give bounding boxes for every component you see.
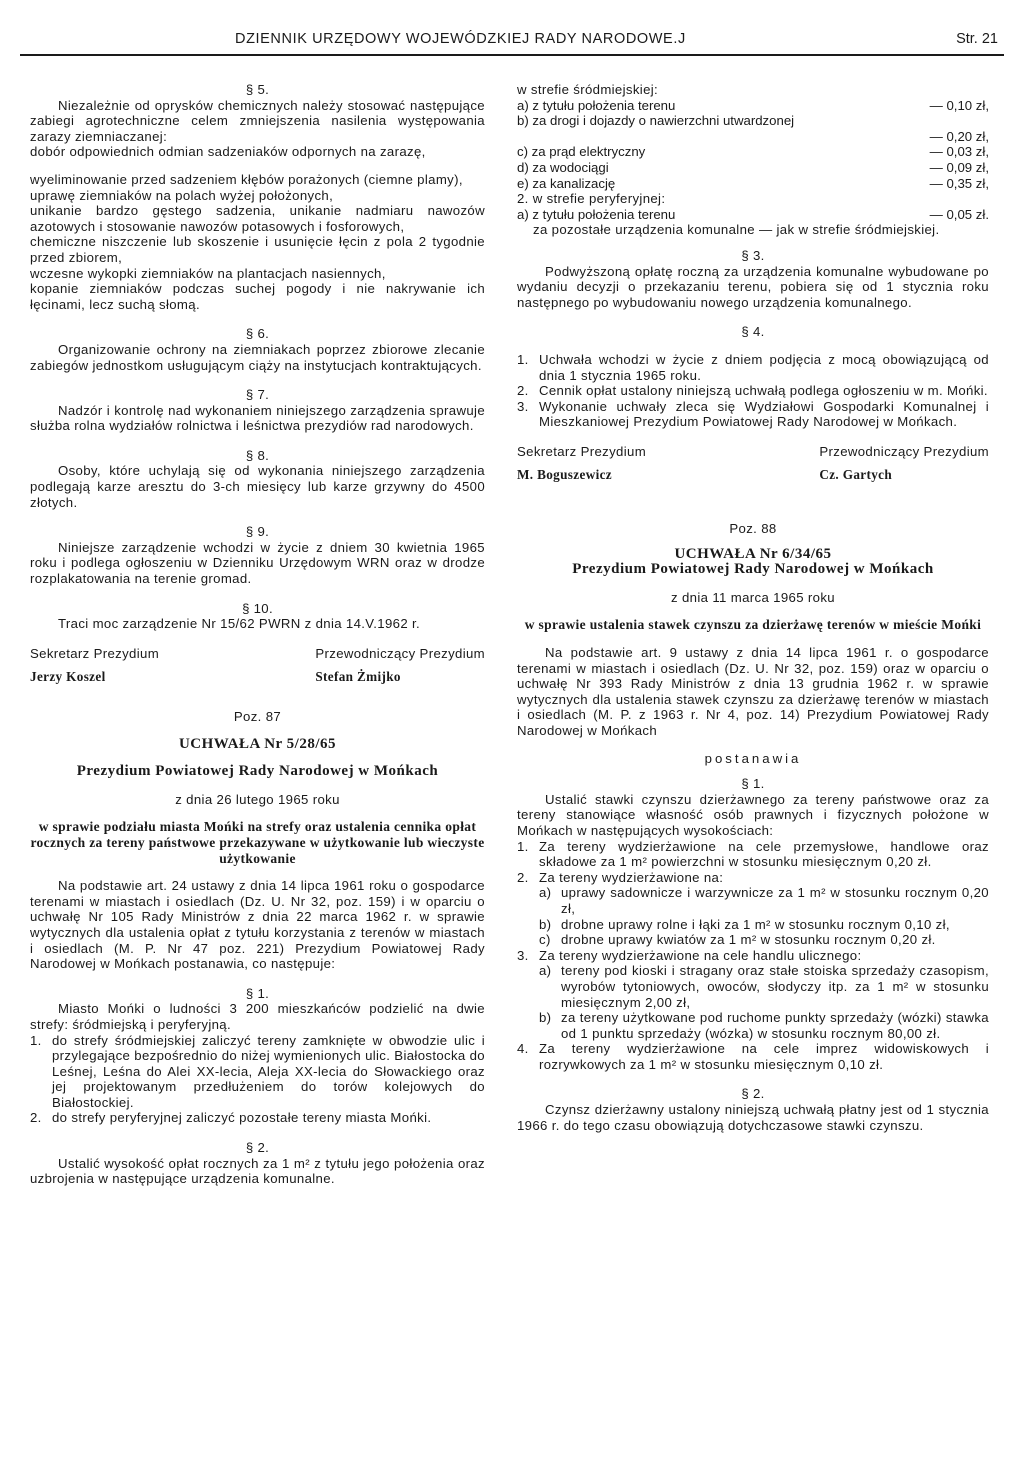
- chairman-role: Przewodniczący Prezydium: [819, 443, 989, 459]
- section-6-heading: § 6.: [245, 326, 270, 342]
- left-column: [30, 82, 485, 1187]
- section-5-item: dobór odpowiednich odmian sadzeniaków odpornych na zarazę,: [30, 144, 426, 160]
- section-5-item: chemiczne niszczenie lub skoszenie i usunięcie łęcin z pola 2 tygodnie przed zbiorem,: [30, 234, 485, 265]
- section-5-item: uprawę ziemniaków na polach wyżej położonych,: [30, 187, 334, 203]
- presidium-name: Prezydium Powiatowej Rady Narodowej w Mońkach: [76, 763, 439, 780]
- section-10-text: Traci moc zarządzenie Nr 15/62 PWRN z dnia 14.V.1962 r.: [58, 616, 421, 632]
- position-87: Poz. 87: [233, 709, 282, 724]
- legal-basis: Na podstawie art. 9 ustawy z dnia 14 lipca 1961 r. o gospodarce terenami w miastach i osiedlach (Dz. U. Nr 32, poz. 159) oraz w oparciu o uchwałę Nr 393 Rady Ministrów z dnia 13 grudnia 1962 r. w sprawie wytycznych dla ustalenia stawek czynszu za dzierżawę terenów w miastach i osiedlach (M. P. z 1963 r. Nr 4, poz. 14) Prezydium Powiatowej Rady Narodowej w Mońkach: [517, 645, 989, 738]
- section-5-item: wczesne wykopki ziemniaków na plantacjach nasiennych,: [30, 265, 386, 281]
- signatures-87: [30, 646, 485, 685]
- list-item: 2. do strefy peryferyjnej zaliczyć pozostałe tereny miasta Mońki.: [30, 1110, 432, 1126]
- section-9-heading: § 9.: [245, 524, 270, 540]
- paragraph-2-text: Ustalić wysokość opłat rocznych za 1 m² z tytułu jego położenia oraz uzbrojenia w następujące urządzenia komunalne.: [30, 1155, 485, 1187]
- zone-downtown-heading: w strefie śródmiejskiej:: [517, 82, 659, 97]
- section-5-item: wyeliminowanie przed sadzeniem kłębów porażonych (ciemne plamy),: [30, 171, 463, 187]
- list-item: b) za tereny użytkowane pod ruchome punkty sprzedaży (wózki) stawka od 1 punktu sprzedaży (wózka) w stosunku rocznym 80,00 zł.: [539, 1010, 989, 1041]
- presidium-name: Prezydium Powiatowej Rady Narodowej w Mońkach: [572, 561, 934, 578]
- secretary-role: Sekretarz Prezydium: [30, 645, 160, 661]
- q-paragraph-1-list: [517, 839, 989, 1073]
- paragraph-4-list: [517, 352, 989, 430]
- list-item: 4. Za tereny wydzierżawione na cele imprez widowiskowych i rozrywkowych za 1 m² w stosunku miesięcznym 0,10 zł.: [517, 1041, 989, 1072]
- right-column: [517, 82, 989, 1133]
- signatures-88: [517, 444, 989, 483]
- fee-row-value: — 0,20 zł,: [929, 128, 989, 144]
- decides: postanawia: [704, 750, 802, 766]
- paragraph-1-text: Miasto Mońki o ludności 3 200 mieszkańców podzielić na dwie strefy: śródmiejską i peryferyjną.: [30, 1001, 485, 1032]
- zone-periphery-heading: 2. w strefie peryferyjnej:: [517, 191, 666, 207]
- list-item: a) tereny pod kioski i stragany oraz stałe stoiska sprzedaży czasopism, wyrobów tytoniowych, owoców, słodyczy itp. za 1 m² w stosunku miesięcznym 2,00 zł,: [539, 963, 989, 1010]
- secretary-name: M. Boguszewicz: [517, 467, 612, 483]
- paragraph-3-text: Podwyższoną opłatę roczną za urządzenia komunalne wybudowane po wydaniu decyzji o przekazaniu terenu, pobiera się od 1 stycznia roku następnego po wybudowaniu nowego urządzenia komunalnego.: [517, 263, 989, 310]
- resolution-subject: w sprawie ustalenia stawek czynszu za dzierżawę terenów w mieście Mońki: [524, 617, 982, 633]
- q-paragraph-2-text: Czynsz dzierżawny ustalony niniejszą uchwałą płatny jest od 1 stycznia 1966 r. do tego czasu obowiązują dotychczasowe stawki czynszu.: [517, 1102, 989, 1133]
- fee-row: a) z tytułu położenia terenu — 0,10 zł,: [517, 97, 989, 113]
- fee-row: c) za prąd elektryczny — 0,03 zł,: [517, 144, 989, 160]
- legal-basis: Na podstawie art. 24 ustawy z dnia 14 lipca 1961 roku o gospodarce terenami w miastach i osiedlach (Dz. U. Nr 32, poz. 159) i w oparciu o uchwałę Nr 105 Rady Ministrów z dnia 22 marca 1962 r. w sprawie wytycznych dla ustalenia opłat z tytułu korzystania z terenów w miastach i osiedlach (M. P. Nr 47 poz. 221) Prezydium Powiatowej Rady Narodowej w Mońkach postanawia, co następuje:: [30, 878, 485, 972]
- section-5-item: kopanie ziemniaków podczas suchej pogody i nie nakrywanie ich łęcinami, lecz suchą słomą.: [30, 281, 485, 312]
- section-10-heading: § 10.: [242, 600, 273, 616]
- list-item: 3. Wykonanie uchwały zleca się Wydziałowi Gospodarki Komunalnej i Mieszkaniowej Prezydium Powiatowej Rady Narodowej w Mońkach.: [517, 398, 989, 430]
- section-8-text: Osoby, które uchylają się od wykonania niniejszego zarządzenia podlegają karze aresztu do 3-ch miesięcy lub karze grzywny do 4500 złotych.: [30, 463, 485, 510]
- section-5-intro: Niezależnie od oprysków chemicznych należy stosować następujące zabiegi agrotechniczne celem zmniejszenia nasilenia występowania zarazy ziemniaczanej:: [30, 97, 485, 144]
- paragraph-1-list: [30, 1033, 485, 1127]
- secretary-role: Sekretarz Prezydium: [517, 443, 647, 459]
- resolution-date: z dnia 26 lutego 1965 roku: [175, 791, 340, 807]
- q-paragraph-1-text: Ustalić stawki czynszu dzierżawnego za tereny państwowe oraz za tereny stanowiące własność osób prawnych i fizycznych położone w Mońkach w następujących wysokościach:: [517, 791, 989, 838]
- list-item: 3. Za tereny wydzierżawione na cele handlu ulicznego:: [517, 947, 862, 963]
- journal-title: DZIENNIK URZĘDOWY WOJEWÓDZKIEJ RADY NARODOWE.J: [235, 31, 686, 47]
- section-7-heading: § 7.: [245, 387, 270, 403]
- fee-row: e) za kanalizację — 0,35 zł,: [517, 175, 989, 191]
- resolution-title: UCHWAŁA Nr 5/28/65: [178, 735, 337, 752]
- paragraph-4-heading: § 4.: [741, 324, 765, 340]
- resolution-title: UCHWAŁA Nr 6/34/65: [674, 545, 832, 562]
- fee-row: b) za drogi i dojazdy o nawierzchni utwardzonej: [517, 113, 795, 129]
- paragraph-1-heading: § 1.: [245, 985, 270, 1001]
- section-5-heading: § 5.: [245, 82, 270, 97]
- section-5-item: unikanie bardzo gęstego sadzenia, unikanie nadmiaru nawozów azotowych i stosowanie nawozów potasowych i fosforowych,: [30, 203, 485, 234]
- resolution-date: z dnia 11 marca 1965 roku: [671, 589, 835, 605]
- section-6-text: Organizowanie ochrony na ziemniakach poprzez zbiorowe zlecanie zabiegów jednostkom usługującym ciąży na instytucjach kontraktujących.: [30, 341, 485, 373]
- section-9-text: Niniejsze zarządzenie wchodzi w życie z dniem 30 kwietnia 1965 roku i podlega ogłoszeniu w Dzienniku Urzędowym WRN oraz w drodze rozplakatowania na terenie gromad.: [30, 539, 485, 587]
- chairman-role: Przewodniczący Prezydium: [315, 645, 485, 661]
- paragraph-3-heading: § 3.: [741, 247, 765, 263]
- fee-other: za pozostałe urządzenia komunalne — jak w strefie śródmiejskiej.: [533, 222, 940, 238]
- header-rule: [20, 54, 1004, 56]
- paragraph-2-heading: § 2.: [245, 1140, 270, 1156]
- section-8-heading: § 8.: [245, 447, 270, 463]
- list-item: 2. Za tereny wydzierżawione na:: [517, 869, 724, 885]
- list-item: 1. Uchwała wchodzi w życie z dniem podjęcia z mocą obowiązującą od dnia 1 stycznia 1965 roku.: [517, 351, 989, 383]
- secretary-name: Jerzy Koszel: [30, 669, 106, 685]
- q-paragraph-2-heading: § 2.: [741, 1086, 765, 1102]
- fee-row: a) z tytułu położenia terenu — 0,05 zł.: [517, 206, 989, 222]
- list-item: b) drobne uprawy rolne i łąki za 1 m² w stosunku rocznym 0,10 zł,: [539, 916, 950, 932]
- q-paragraph-1-heading: § 1.: [741, 776, 765, 792]
- position-88: Poz. 88: [729, 521, 777, 537]
- page-header: [20, 32, 1004, 56]
- resolution-subject: w sprawie podziału miasta Mońki na strefy oraz ustalenia cennika opłat rocznych za tereny państwowe przekazywane w użytkowanie lub wieczyste użytkowanie: [30, 819, 485, 866]
- list-item: 1. Za tereny wydzierżawione na cele przemysłowe, handlowe oraz składowe za 1 m² powierzchni w stosunku miesięcznym 0,20 zł.: [517, 838, 989, 870]
- page-number: Str. 21: [956, 31, 998, 47]
- chairman-name: Cz. Gartych: [819, 467, 893, 483]
- list-item: a) uprawy sadownicze i warzywnicze za 1 m² w stosunku rocznym 0,20 zł,: [539, 885, 989, 916]
- chairman-name: Stefan Żmijko: [315, 669, 401, 685]
- section-7-text: Nadzór i kontrolę nad wykonaniem niniejszego zarządzenia sprawuje służba rolna wydziałów rolnictwa i leśnictwa prezydiów rad narodowych.: [30, 402, 485, 434]
- list-item: 1. do strefy śródmiejskiej zaliczyć tereny zamknięte w obwodzie ulic i przylegające bezpośrednio do niżej wymienionych ulic. Białostocka do Leśnej, Leśna do Alei XX-lecia, Aleja XX-lecia do Słowackiego oraz jej projektowanym przedłużeniem do torów kolejowych do Białostockiej.: [30, 1032, 485, 1110]
- list-item: 2. Cennik opłat ustalony niniejszą uchwałą podlega ogłoszeniu w m. Mońki.: [517, 383, 988, 399]
- list-item: c) drobne uprawy kwiatów za 1 m² w stosunku rocznym 0,20 zł.: [539, 932, 936, 948]
- fee-row: d) za wodociągi — 0,09 zł,: [517, 159, 989, 175]
